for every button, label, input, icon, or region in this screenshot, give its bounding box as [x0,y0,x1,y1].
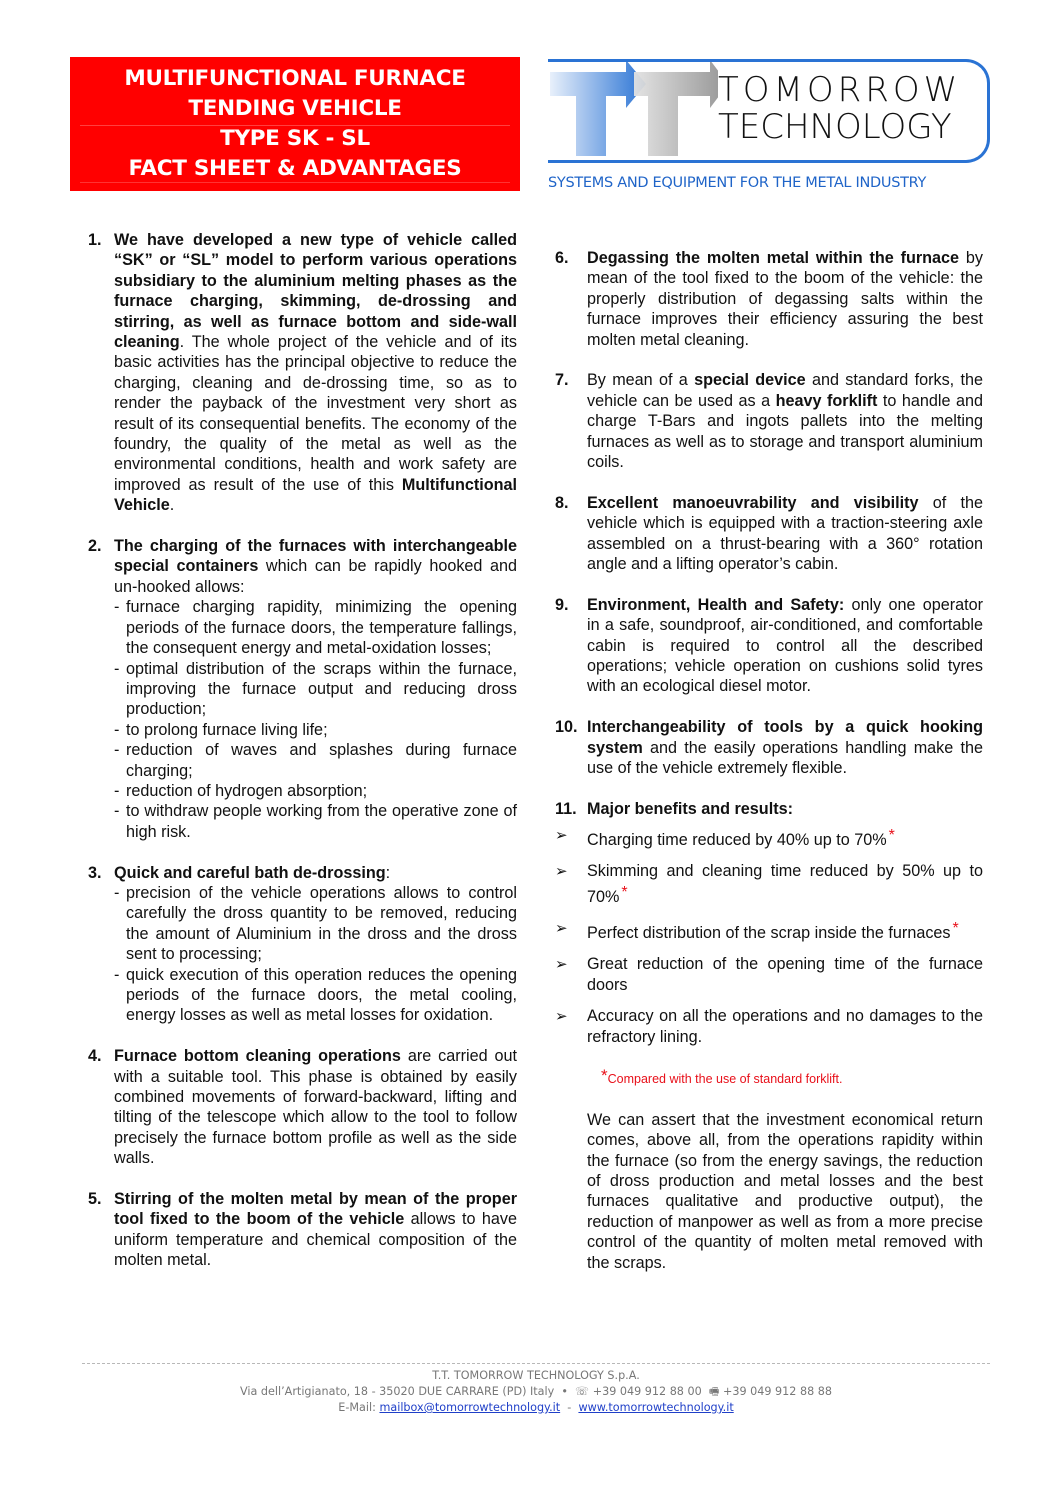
list-item [88,536,517,842]
list-item [555,717,983,778]
website-link[interactable]: www.tomorrowtechnology.it [578,1401,734,1414]
asterisk-note-marker: * [601,1066,608,1086]
sub-item: - precision of the vehicle operations allows to control carefully the dross quantity to be removed, reducing the amount of Aluminium in the dross and the dross sent to processing; [114,883,517,964]
item-heading: Major benefits and results: [587,799,793,818]
closing-paragraph: We can assert that the investment economical return comes, above all, from the operations rapidity within the furnace (so from the energy savings, the reduction of dross production and metal losses and the best furnaces qualitative and productive output), the reduction of manpower as well as from a more precise control of the quantity of molten metal removed with the scraps. [587,1110,983,1272]
item-number: 8. [555,493,569,512]
benefit-item: ➢ Great reduction of the opening time of the furnace doors [555,955,983,995]
item-number: 3. [88,863,102,882]
email-link[interactable]: mailbox@tomorrowtechnology.it [379,1401,561,1414]
list-item [555,799,983,819]
item-number: 4. [88,1047,102,1066]
item-heading: Degassing the molten metal within the furnace [587,249,960,267]
item-text: which can be rapidly hooked and un-hooked allows: [114,557,517,596]
item-number: 10. [555,718,578,737]
item-text: and the easily operations handling make the use of the vehicle extremely flexible. [587,738,983,778]
footer-divider [82,1363,990,1364]
title-line: TENDING VEHICLE [188,96,402,121]
logo-wordmark [718,72,961,146]
item-number: 7. [555,371,569,390]
asterisk-note-marker: * [621,884,628,902]
company-tagline: SYSTEMS AND EQUIPMENT FOR THE METAL INDUSTRY [548,175,927,191]
phone-icon: ☏ [575,1385,590,1398]
item-heading: Environment, Health and Safety: [587,595,845,614]
left-column [88,230,517,1291]
logo-line-2: TECHNOLOGY [718,107,952,147]
company-logo [548,59,990,163]
item-heading: We have developed a new type of vehicle called “SK” or “SL” model to perform various operations subsidiary to the aluminium melting phases as the furnace charging, skimming, de-drossing and stirring, as well as furnace bottom and side-wall cleaning [114,231,517,352]
item-emphasis: heavy forklift [775,391,878,410]
arrow-bullet-icon: ➢ [555,920,568,938]
arrow-bullet-icon: ➢ [555,1008,568,1026]
item-text: by mean of the tool fixed to the boom of the vehicle: the properly distribution of degassing salts within the furnace improves their efficiency assuring the best molten metal cleaning. [587,249,983,349]
item-number: 9. [555,595,569,614]
item-number: 11. [555,799,577,818]
list-item [555,370,983,472]
item-emphasis: special device [694,371,806,390]
footer-company: T.T. TOMORROW TECHNOLOGY S.p.A. [432,1369,640,1382]
arrow-bullet-icon: ➢ [555,863,568,881]
sub-item: - quick execution of this operation reduces the opening periods of the furnace doors, the metal cooling, energy losses as well as metal losses for oxidation. [114,965,517,1025]
asterisk-note-marker: * [888,827,895,845]
title-divider [80,125,510,126]
title-line: TYPE SK - SL [220,126,370,151]
benefit-item: ➢ Perfect distribution of the scrap inside the furnaces * [555,920,959,943]
list-item [88,230,517,516]
item-text: : [385,863,391,882]
item-text: . [169,496,175,515]
item-text: only one operator in a safe, soundproof, air-conditioned, and comfortable cabin is required to control all the described operations; vehicle operation on cushions solid tyres with an ecological diesel motor. [587,595,983,696]
item-heading: Quick and careful bath de-drossing [114,863,386,882]
benefits-list [555,825,983,1048]
document-title [70,57,520,191]
arrow-bullet-icon: ➢ [555,956,568,974]
item-emphasis: Multifunctional Vehicle [114,475,517,515]
item-heading: Excellent manoeuvrability and visibility [587,493,919,512]
item-heading: The charging of the furnaces with interchangeable special containers [114,537,517,576]
title-line: MULTIFUNCTIONAL FURNACE [124,66,466,91]
item-text: and standard forks, the vehicle can be used as a [587,371,983,410]
item-number: 1. [88,231,102,249]
asterisk-note-marker: * [952,920,959,938]
sub-item: - optimal distribution of the scraps within the furnace, improving the furnace output and reducing dross production; [114,659,517,719]
benefit-item: ➢ Accuracy on all the operations and no damages to the refractory lining. [555,1007,983,1047]
footer-links: E-Mail: mailbox@tomorrowtechnology.it - www.tomorrowtechnology.it [338,1401,734,1414]
list-item [88,863,517,1026]
item-number: 2. [88,537,102,556]
footer-phone: +39 049 912 88 00 [592,1385,702,1398]
sub-item: - furnace charging rapidity, minimizing the opening periods of the furnace doors, the temperature fallings, the consequent energy and metal-oxidation losses; [114,598,517,658]
title-line: FACT SHEET & ADVANTAGES [128,156,462,181]
title-divider [80,182,510,183]
page-footer [82,1368,990,1416]
list-item [88,1046,517,1168]
item-text: . The whole project of the vehicle and of its basic activities has the principal objective to reduce the charging, cleaning and de-drossing time, so as to render the payback of the investment very short as result of its consequential benefits. The economy of the foundry, the quality of the metal as well as the environmental conditions, health and work safety are improved as result of the use of this [114,333,517,494]
footer-contact-line: Via dell’Artigianato, 18 - 35020 DUE CARRARE (PD) Italy • ☏ +39 049 912 88 00 🖷 +39 049 912 88 88 [240,1385,832,1398]
footnote-text: Compared with the use of standard forklift. [607,1072,843,1087]
email-label: E-Mail: [338,1401,376,1414]
list-item [555,493,983,575]
item-heading: Interchangeability of tools by a quick hooking system [587,718,983,757]
item-text: of the vehicle which is equipped with a traction-steering axle assembled on a thrust-bearing with a 360° rotation angle and a lifting operator’s cabin. [587,493,983,574]
footer-fax: +39 049 912 88 88 [722,1385,832,1398]
item-text: By mean of a [587,371,695,390]
item-number: 6. [555,249,569,267]
item-text: allows to have uniform temperature and chemical composition of the molten metal. [114,1210,518,1270]
item-text: are carried out with a suitable tool. This phase is obtained by easily combined movements of forward-backward, lifting and tilting of the telescope which allow to the tool to follow precisely the furnace bottom profile as well as the side walls. [114,1047,517,1168]
arrow-bullet-icon: ➢ [555,827,568,845]
item-number: 5. [88,1190,102,1209]
sub-item: - reduction of hydrogen absorption; [114,781,368,800]
list-item [88,1189,517,1271]
sub-item: - reduction of waves and splashes during furnace charging; [114,741,517,780]
sub-item: - to withdraw people working from the operative zone of high risk. [114,802,517,841]
sub-item: - to prolong furnace living life; [114,720,328,739]
fax-icon: 🖷 [708,1385,720,1398]
footer-address: Via dell’Artigianato, 18 - 35020 DUE CARRARE (PD) Italy [240,1385,555,1398]
item-heading: Furnace bottom cleaning operations [114,1047,401,1066]
item-text: to handle and charge T-Bars and ingots pallets into the melting furnaces as well as to storage and transport aluminium coils. [587,391,983,472]
list-item [555,595,983,697]
footnote [601,1066,983,1089]
item-heading: Stirring of the molten metal by mean of the proper tool fixed to the boom of the vehicle [114,1190,517,1229]
benefit-item: ➢ Skimming and cleaning time reduced by 50% up to 70% * [555,862,983,907]
logo-line-1: TOMORROW [718,70,962,110]
right-column [555,248,983,1273]
benefit-item: ➢ Charging time reduced by 40% up to 70% * [555,827,895,850]
tt-arrows-logo-icon [548,62,718,160]
list-item [555,248,983,350]
